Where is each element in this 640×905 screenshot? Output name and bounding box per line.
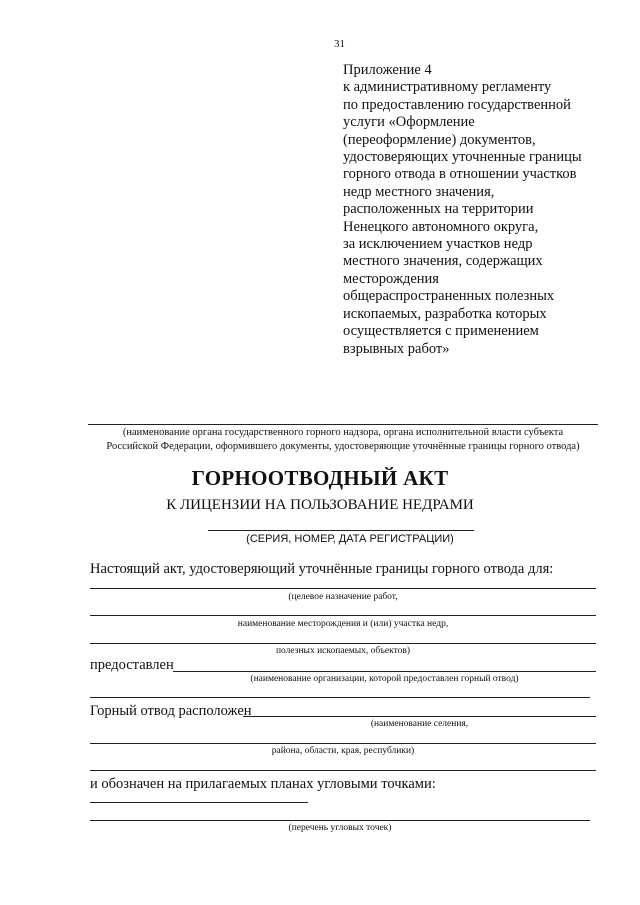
appendix-line: к административному регламенту [343, 79, 552, 96]
appendix-line: Приложение 4 [343, 62, 432, 78]
appendix-line: (переоформление) документов, [343, 131, 536, 148]
appendix-line: ископаемых, разработка которых [343, 305, 547, 322]
corner-points-short-line[interactable] [90, 802, 308, 803]
minerals-fill-line[interactable] [90, 643, 596, 644]
authority-fill-line[interactable] [88, 424, 598, 425]
purpose-caption: (целевое назначение работ, [288, 592, 398, 602]
authority-caption-line: Российской Федерации, оформившего документы, удостоверяющие уточнённые границы горного отвода) [106, 440, 580, 452]
authority-caption [88, 426, 598, 453]
appendix-line: осуществляется с применением [343, 323, 539, 340]
region-caption: района, области, края, республики) [271, 746, 415, 756]
document-subtitle: К ЛИЦЕНЗИИ НА ПОЛЬЗОВАНИЕ НЕДРАМИ [166, 497, 474, 513]
region-fill-line[interactable] [90, 743, 596, 744]
series-fill-line[interactable] [208, 530, 474, 531]
purpose-fill-line[interactable] [90, 588, 596, 589]
granted-fill-line[interactable] [173, 671, 596, 672]
appendix-line: расположенных на территории [343, 201, 534, 218]
location-fill-line[interactable] [243, 716, 596, 717]
corner-points-fill-line[interactable] [90, 820, 590, 821]
granted-label: предоставлен [90, 657, 174, 673]
series-caption: (СЕРИЯ, НОМЕР, ДАТА РЕГИСТРАЦИИ) [246, 533, 454, 545]
granted-caption: (наименование организации, которой предоставлен горный отвод) [250, 674, 519, 684]
document-title: ГОРНООТВОДНЫЙ АКТ [191, 466, 449, 490]
appendix-line: общераспространенных полезных [343, 288, 555, 305]
appendix-line: месторождения [343, 270, 439, 287]
deposit-fill-line[interactable] [90, 615, 596, 616]
act-intro-text: Настоящий акт, удостоверяющий уточнённые границы горного отвода для: [90, 561, 554, 577]
minerals-caption: полезных ископаемых, объектов) [275, 646, 411, 656]
appendix-line: недр местного значения, [343, 183, 495, 200]
appendix-header [343, 62, 623, 358]
appendix-line: за исключением участков недр [343, 236, 533, 253]
granted-extra-line[interactable] [90, 697, 590, 698]
location-label: Горный отвод расположен [90, 703, 252, 719]
appendix-line: удостоверяющих уточненные границы [343, 149, 582, 166]
appendix-line: местного значения, содержащих [343, 253, 543, 270]
deposit-caption: наименование месторождения и (или) участка недр, [237, 619, 449, 629]
appendix-line: услуги «Оформление [343, 114, 475, 131]
appendix-line: взрывных работ» [343, 340, 450, 357]
location-extra-line[interactable] [90, 770, 596, 771]
corner-points-caption: (перечень угловых точек) [288, 823, 392, 833]
appendix-line: Ненецкого автономного округа, [343, 218, 539, 235]
appendix-line: по предоставлению государственной [343, 96, 571, 113]
page-number: 31 [334, 38, 345, 50]
authority-caption-line: (наименование органа государственного горного надзора, органа исполнительной власти субъекта [122, 427, 564, 438]
location-caption: (наименование селения, [370, 719, 469, 729]
appendix-line: горного отвода в отношении участков [343, 166, 577, 183]
corner-points-label: и обозначен на прилагаемых планах угловыми точками: [90, 776, 436, 792]
